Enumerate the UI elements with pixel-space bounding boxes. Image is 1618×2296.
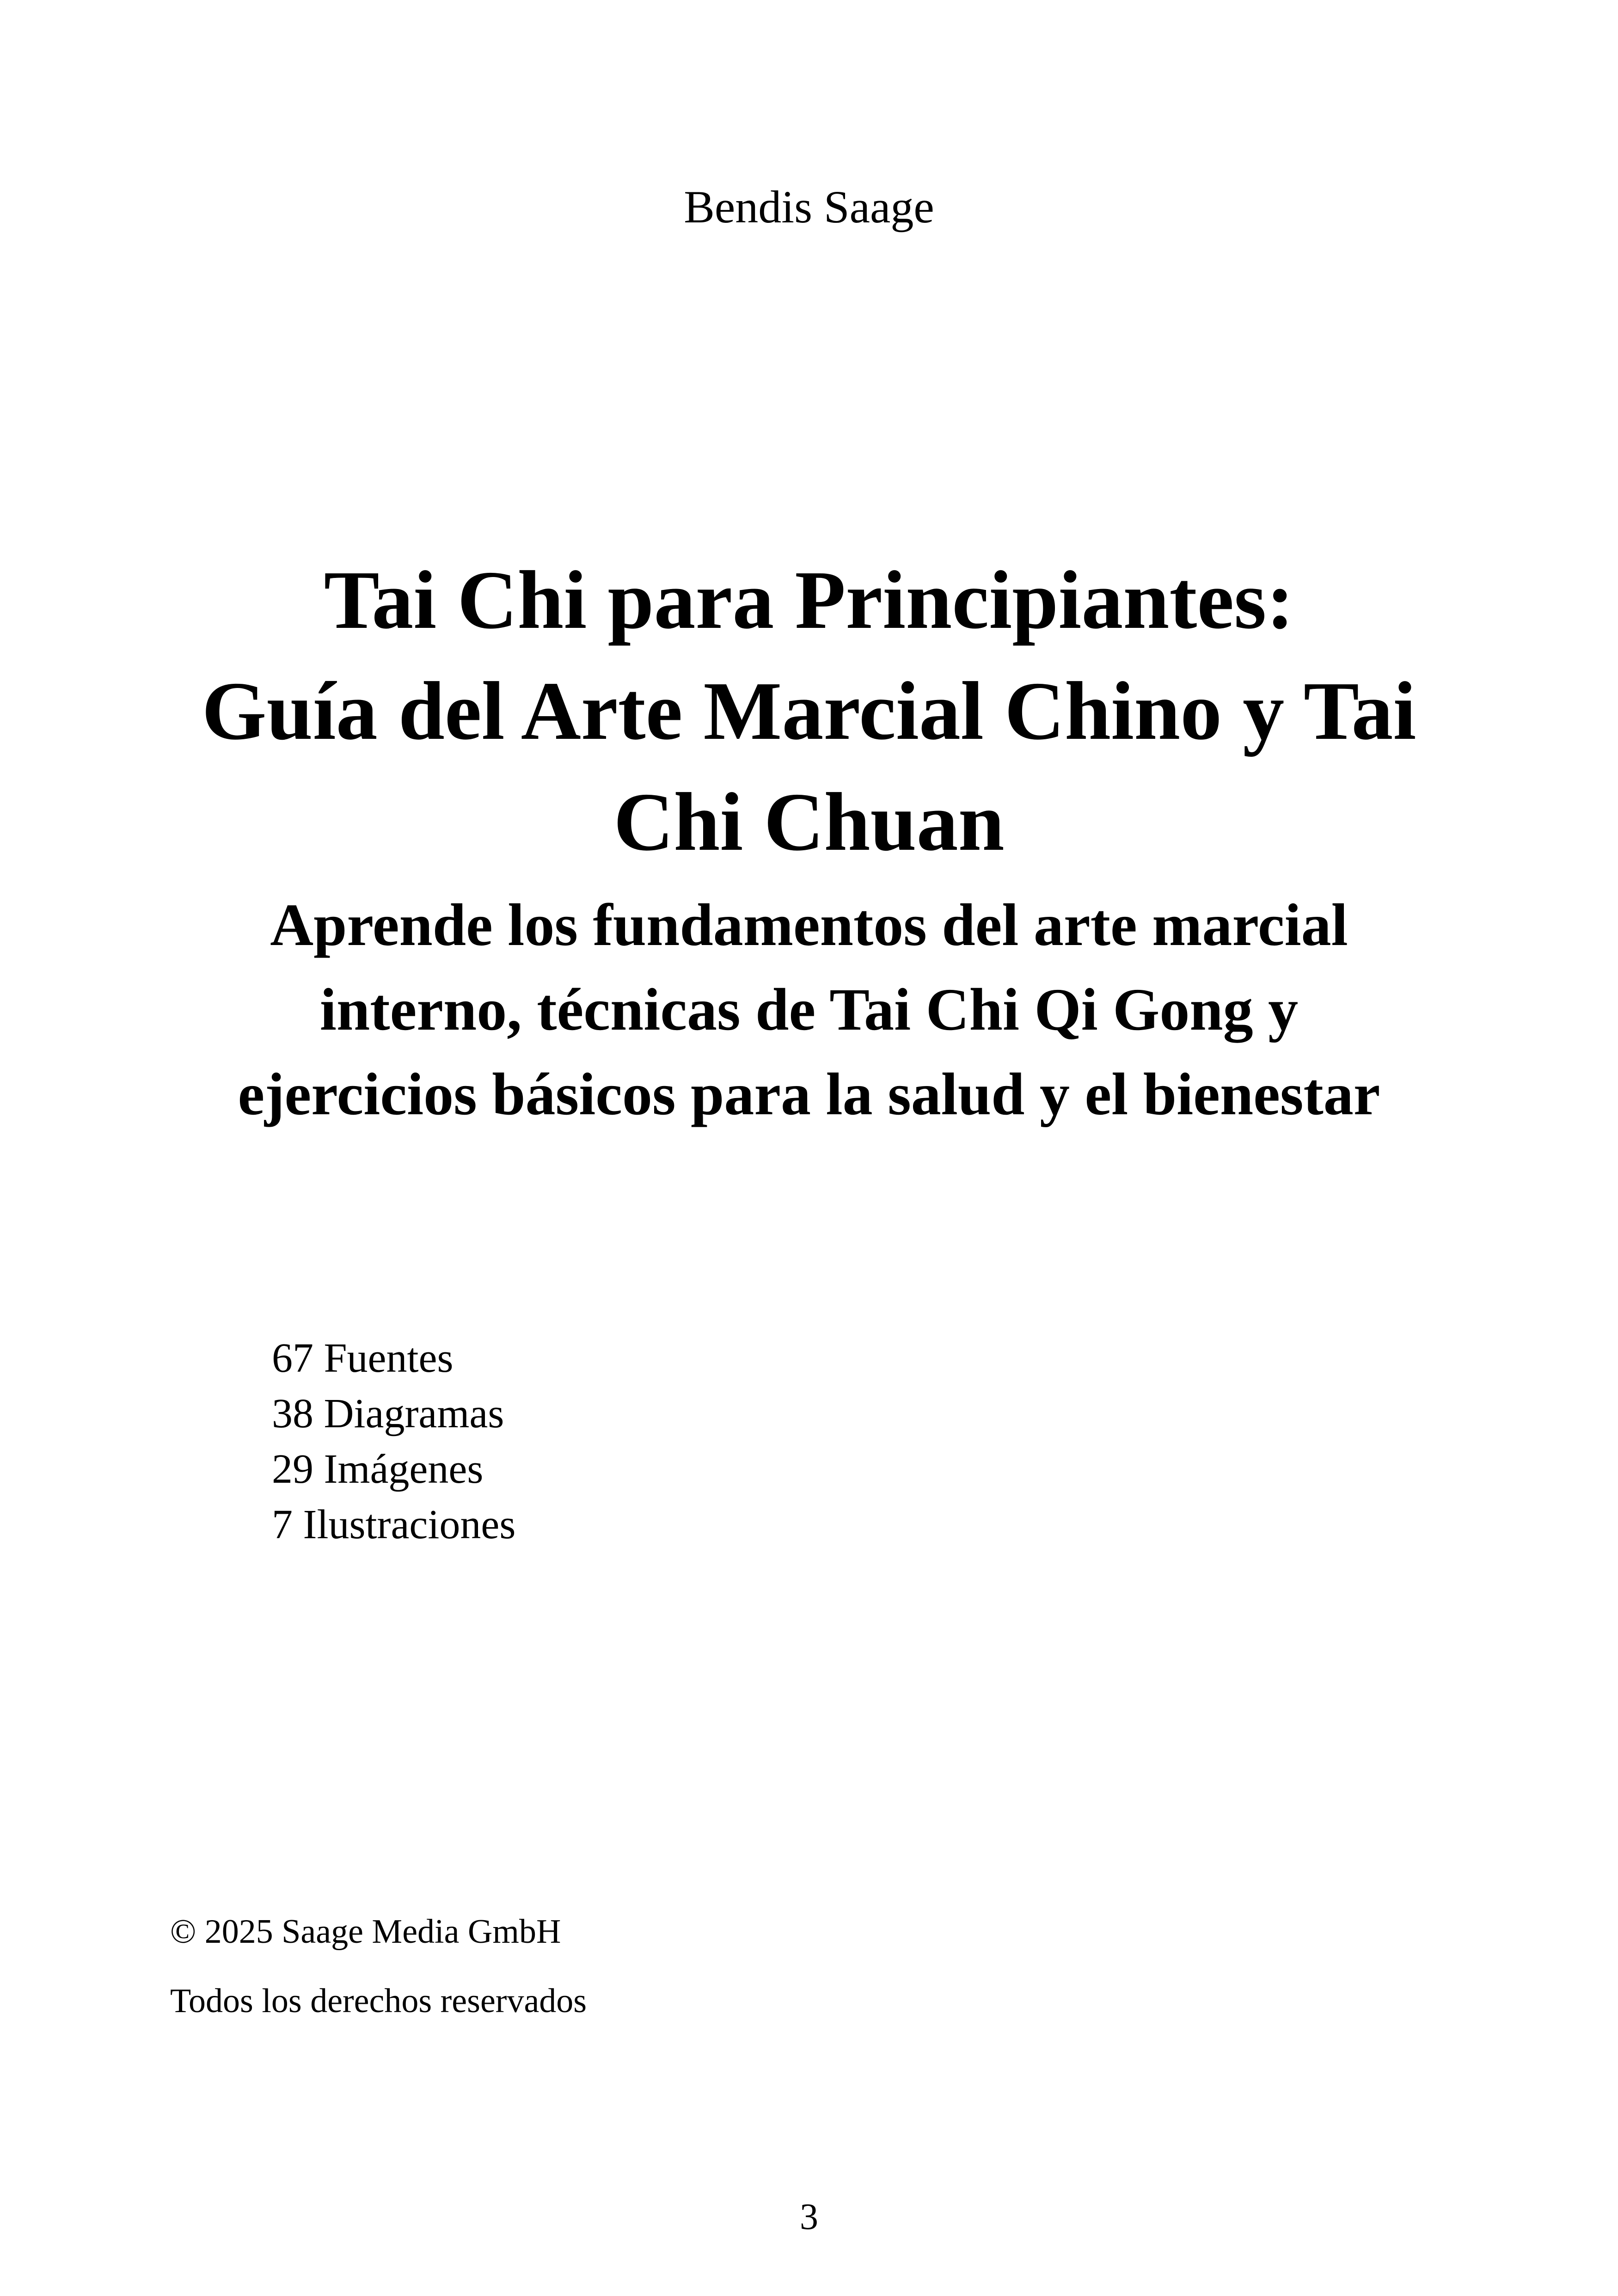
title-line: Chi Chuan [613, 776, 1005, 868]
subtitle-line: interno, técnicas de Tai Chi Qi Gong y [319, 976, 1299, 1043]
subtitle-line: ejercicios básicos para la salud y el bienestar [238, 1061, 1380, 1128]
content-stats-list [272, 1331, 515, 1553]
stat-images: 29 Imágenes [272, 1446, 484, 1492]
subtitle-line: Aprende los fundamentos del arte marcial [270, 892, 1348, 958]
page-number: 3 [800, 2197, 818, 2237]
stat-diagrams: 38 Diagramas [272, 1391, 504, 1437]
stat-sources: 67 Fuentes [272, 1335, 454, 1381]
rights-notice: Todos los derechos reservados [170, 1982, 587, 2020]
copyright-notice: © 2025 Saage Media GmbH [170, 1913, 561, 1951]
title-line: Tai Chi para Principiantes: [324, 554, 1294, 646]
book-subtitle [116, 883, 1502, 1137]
stat-illustrations: 7 Ilustraciones [272, 1502, 516, 1547]
book-title [116, 545, 1502, 878]
title-line: Guía del Arte Marcial Chino y Tai [202, 665, 1416, 757]
author-name: Bendis Saage [684, 181, 934, 233]
